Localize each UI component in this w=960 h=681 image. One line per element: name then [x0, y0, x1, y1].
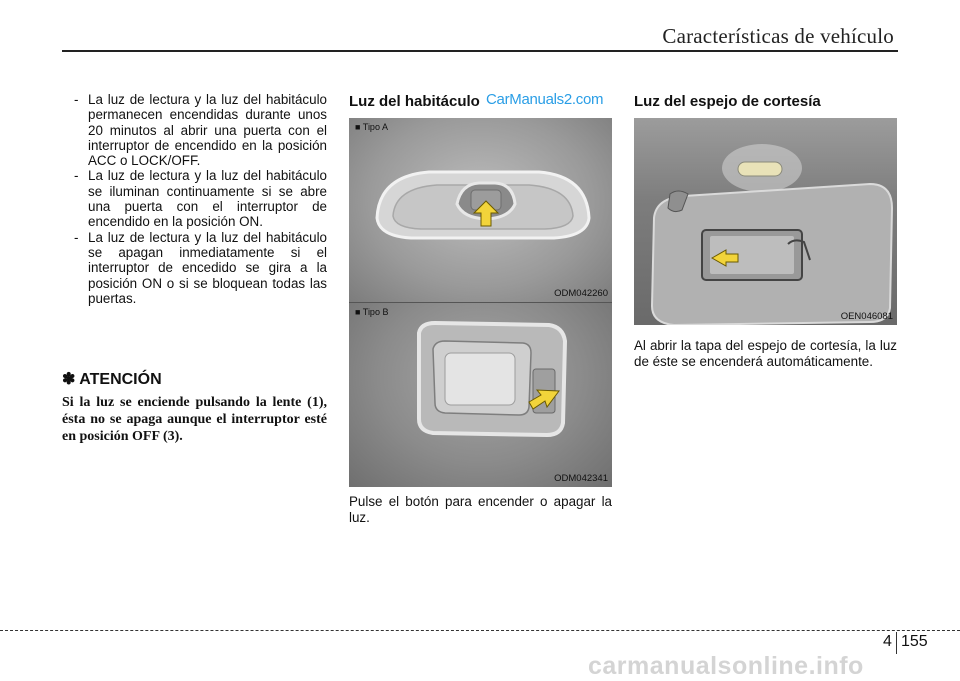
- header-rule: [62, 50, 898, 52]
- page-separator: [896, 632, 897, 654]
- list-item: [74, 92, 327, 168]
- figure-code-b: ODM042341: [554, 473, 608, 484]
- figure-code-espejo: OEN046081: [840, 311, 893, 322]
- footer-watermark: carmanualsonline.info: [588, 652, 864, 680]
- dome-light-illustration: [349, 118, 612, 302]
- figure-tipo-a: [349, 118, 612, 302]
- page-number: 155: [901, 633, 928, 650]
- chapter-number: 4: [883, 633, 892, 650]
- section-title-habitaculo: Luz del habitáculo: [349, 93, 480, 110]
- figure-espejo: [634, 118, 897, 325]
- list-item: [74, 230, 327, 306]
- attention-text: Si la luz se enciende pulsando la lente (1), ésta no se apaga aunque el interruptor esté en posición OFF (3).: [62, 395, 327, 444]
- attention-title: ✽ ATENCIÓN: [62, 371, 162, 388]
- bullet-text: La luz de lectura y la luz del habitáculo se apagan inmediatamente si el interruptor de encedido se gira a la posición ON o si se bloquean todas las puertas.: [88, 229, 327, 306]
- bullet-dash: -: [74, 229, 79, 245]
- footer-rule: [0, 630, 960, 631]
- watermark-link[interactable]: CarManuals2.com: [486, 91, 604, 108]
- list-item: [74, 168, 327, 229]
- bullet-list: [74, 92, 327, 306]
- espejo-text: Al abrir la tapa del espejo de cortesía, la luz de éste se encenderá automáticamente.: [634, 338, 897, 369]
- figure-tipo-b: [349, 302, 612, 487]
- figure-code-a: ODM042260: [554, 288, 608, 299]
- bullet-text: La luz de lectura y la luz del habitáculo permanecen encendidas durante unos 20 minutos al abrir una puerta con el interruptor de encendido en la posición ACC o LOCK/OFF.: [88, 92, 327, 169]
- bullet-dash: -: [74, 92, 79, 107]
- figure-label-tipo-a: ■ Tipo A: [355, 122, 388, 132]
- habitaculo-text: Pulse el botón para encender o apagar la luz.: [349, 494, 612, 525]
- section-title-espejo: Luz del espejo de cortesía: [634, 93, 821, 110]
- bullet-text: La luz de lectura y la luz del habitáculo se iluminan continuamente si se abre una puerta con el interruptor de encendido en la posición ON.: [88, 168, 327, 230]
- page-header-title: Características de vehículo: [662, 24, 894, 48]
- figure-label-tipo-b: ■ Tipo B: [355, 307, 389, 317]
- bullet-dash: -: [74, 168, 79, 184]
- vanity-mirror-illustration: [634, 118, 897, 325]
- room-light-illustration: [349, 303, 612, 487]
